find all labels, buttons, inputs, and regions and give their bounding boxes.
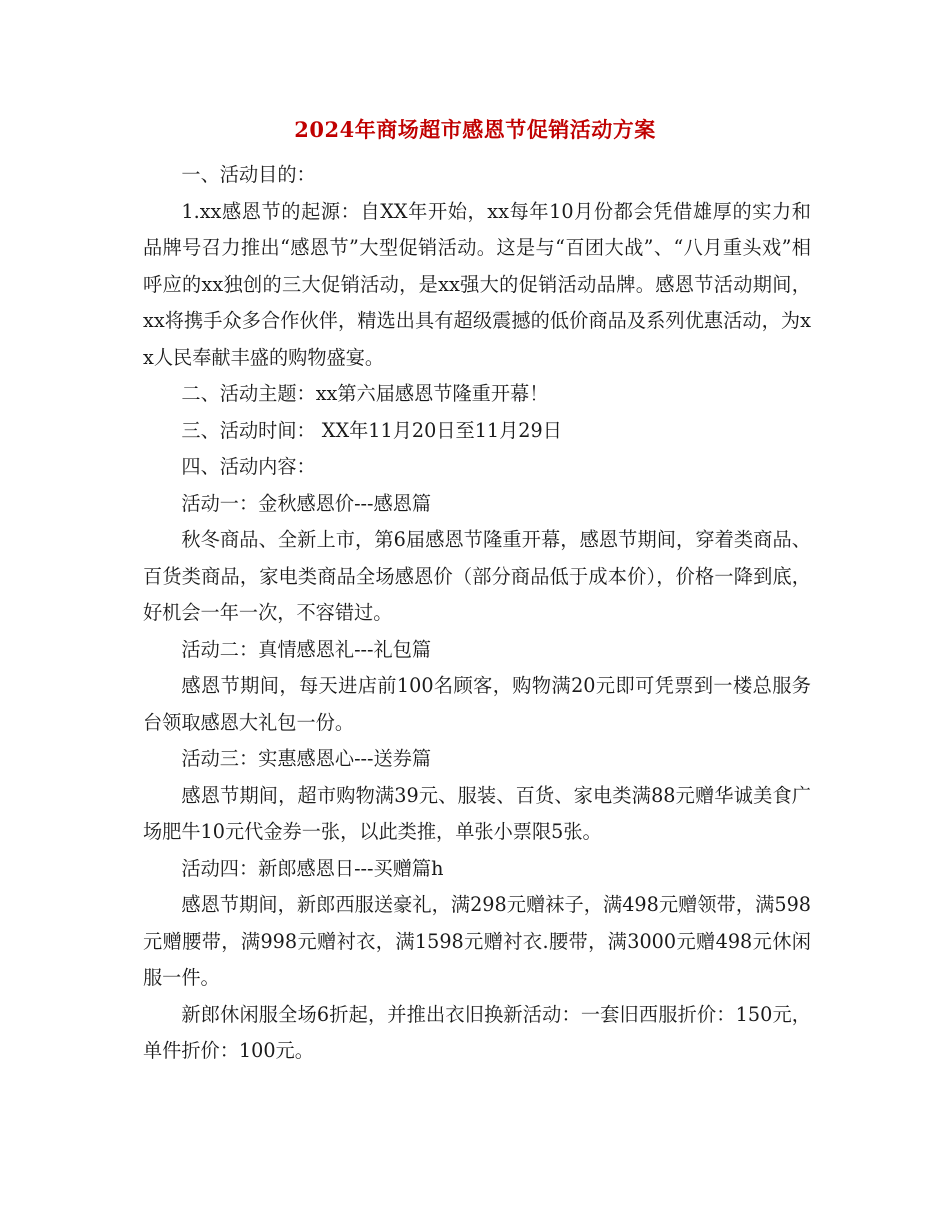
section-heading-theme: 二、活动主题：xx第六届感恩节隆重开幕！: [181, 382, 549, 405]
activity-one-text: 秋冬商品、全新上市，第6届感恩节隆重开幕，感恩节期间，穿着类商品、百货类商品，家电类商品全场感恩价（部分商品低于成本价），价格一降到底，好机会一年一次，不容错过。: [143, 528, 811, 624]
activity-one-heading: 活动一：金秋感恩价---感恩篇: [181, 491, 432, 515]
section-heading-content: 四、活动内容：: [181, 455, 316, 478]
document-body: [143, 157, 811, 1070]
paragraph-origin: 1.xx感恩节的起源：自XX年开始，xx每年10月份都会凭借雄厚的实力和品牌号召力推出“感恩节”大型促销活动。这是与“百团大战”、“八月重头戏”相呼应的xx独创的三大促销活动，是xx强大的促销活动品牌。感恩节活动期间，xx将携手众多合作伙伴，精选出具有超级震撼的低价商品及系列优惠活动，为xx人民奉献丰盛的购物盛宴。: [143, 199, 811, 369]
activity-four-text: 感恩节期间，新郎西服送豪礼，满298元赠袜子，满498元赠领带，满598元赠腰带，满998元赠衬衣，满1598元赠衬衣.腰带，满3000元赠498元休闲服一件。: [143, 893, 811, 989]
section-heading-purpose: 一、活动目的：: [181, 163, 316, 186]
activity-two-text: 感恩节期间，每天进店前100名顾客，购物满20元即可凭票到一楼总服务台领取感恩大礼包一份。: [143, 674, 811, 734]
document-title: 2024年商场超市感恩节促销活动方案: [294, 117, 656, 142]
activity-three-heading: 活动三：实惠感恩心---送券篇: [181, 747, 432, 770]
activity-two-heading: 活动二：真情感恩礼---礼包篇: [181, 637, 432, 661]
activity-three-text: 感恩节期间，超市购物满39元、服装、百货、家电类满88元赠华诚美食广场肥牛10元代金券一张，以此类推，单张小票限5张。: [143, 783, 811, 843]
section-heading-time: 三、活动时间： XX年11月20日至11月29日: [181, 418, 562, 442]
activity-four-heading: 活动四：新郎感恩日---买赠篇h: [181, 856, 444, 880]
activity-four-extra-text: 新郎休闲服全场6折起，并推出衣旧换新活动：一套旧西服折价：150元，单件折价：100元。: [143, 1002, 811, 1062]
